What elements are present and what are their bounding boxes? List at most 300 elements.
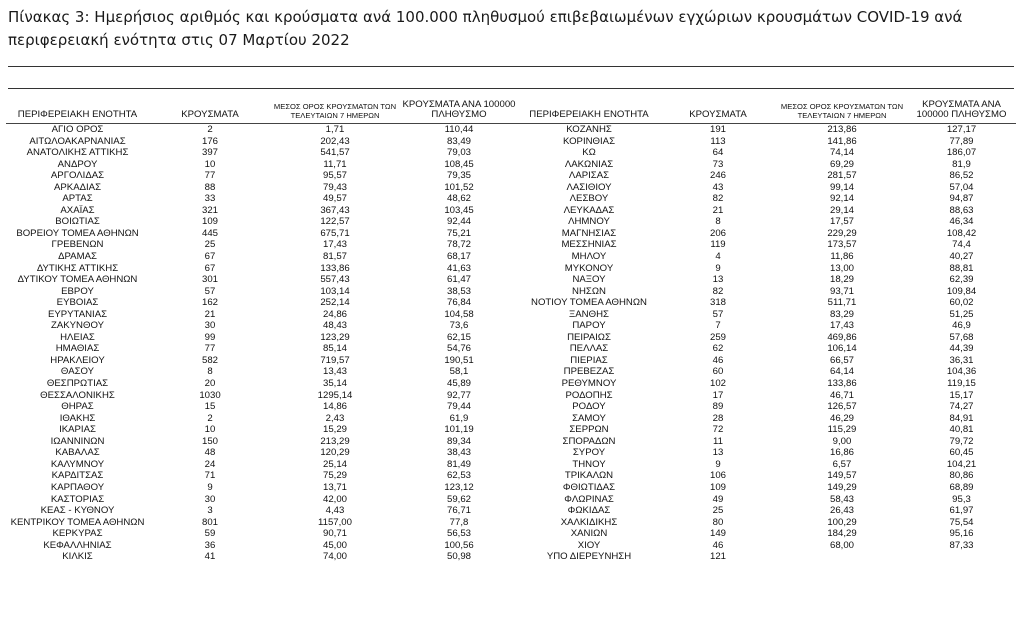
cell-avg7-left: 42,00 — [322, 493, 347, 505]
cell-cases-right: 119 — [710, 239, 726, 251]
cell-avg7-left: 120,29 — [320, 447, 350, 459]
cell-region-left: ΗΜΑΘΙΑΣ — [55, 343, 100, 355]
cell-per100k-right: 88,81 — [949, 262, 974, 274]
cell-region-right: ΜΗΛΟΥ — [571, 251, 607, 263]
cell-avg7-right: 213,86 — [827, 124, 857, 135]
cell-cases-right: 80 — [712, 516, 724, 528]
cell-region-left: ΚΑΡΔΙΤΣΑΣ — [51, 470, 104, 482]
table-row — [6, 401, 1016, 413]
cell-cases-right: 21 — [712, 204, 724, 216]
cell-region-left: ΘΗΡΑΣ — [61, 401, 94, 413]
cell-avg7-right: 18,29 — [829, 274, 854, 286]
header-per100k-left: ΚΡΟΥΣΜΑΤΑ ΑΝΑ 100000 ΠΛΗΘΥΣΜΟ — [399, 100, 519, 124]
cell-per100k-right: 61,97 — [949, 505, 974, 517]
cell-avg7-left: 1,71 — [325, 124, 345, 135]
cell-avg7-right: 46,71 — [829, 389, 854, 401]
cell-region-right: ΣΠΟΡΑΔΩΝ — [562, 435, 616, 447]
cell-avg7-right: 115,29 — [827, 424, 857, 436]
cell-avg7-right: 9,00 — [832, 435, 852, 447]
cell-avg7-left: 90,71 — [322, 528, 347, 540]
cell-cases-left: 397 — [201, 147, 218, 159]
cell-cases-right: 89 — [712, 401, 724, 413]
cell-region-right: ΦΩΚΙΔΑΣ — [567, 505, 611, 517]
cell-per100k-left: 101,19 — [444, 424, 474, 436]
cell-avg7-left: 48,43 — [322, 320, 347, 332]
cell-region-right: ΧΙΟΥ — [577, 539, 601, 551]
table-row — [6, 274, 1016, 286]
table-row — [6, 159, 1016, 171]
cell-per100k-left: 68,17 — [446, 251, 471, 263]
cell-avg7-left: 45,00 — [322, 539, 347, 551]
cell-cases-left: 10 — [204, 158, 216, 170]
cell-region-left: ΚΕΑΣ - ΚΥΘΝΟΥ — [40, 505, 115, 517]
cell-avg7-left: 14,86 — [322, 401, 347, 413]
cell-cases-left: 2 — [207, 124, 213, 135]
cell-region-left: ΙΚΑΡΙΑΣ — [59, 424, 96, 436]
table-row — [6, 228, 1016, 240]
cell-per100k-left: 54,76 — [446, 343, 471, 355]
cell-avg7-right: 99,14 — [829, 181, 854, 193]
cell-cases-right: 17 — [712, 389, 724, 401]
table-row — [6, 251, 1016, 263]
cell-avg7-right: 17,43 — [829, 320, 854, 332]
cell-cases-left: 24 — [204, 458, 216, 470]
cell-avg7-left: 49,57 — [322, 193, 347, 205]
table-row — [6, 205, 1016, 217]
cell-per100k-right: 40,81 — [949, 424, 974, 436]
cell-cases-left: 99 — [204, 331, 216, 343]
cell-region-right: ΣΑΜΟΥ — [572, 412, 606, 424]
cell-region-left: ΕΥΡΥΤΑΝΙΑΣ — [47, 308, 108, 320]
cell-avg7-right: 13,00 — [829, 262, 854, 274]
cell-avg7-left: 557,43 — [320, 274, 350, 286]
cell-per100k-right: 186,07 — [946, 147, 977, 159]
cell-cases-right: 82 — [712, 285, 724, 297]
cell-per100k-right: 60,02 — [949, 297, 974, 309]
cell-region-left: ΚΙΛΚΙΣ — [62, 551, 93, 563]
cell-avg7-right: 100,29 — [827, 516, 857, 528]
cell-avg7-right — [777, 551, 907, 563]
cell-cases-right: 7 — [715, 320, 721, 332]
cell-region-right: ΣΕΡΡΩΝ — [569, 424, 609, 436]
cell-cases-right: 4 — [715, 251, 721, 263]
cell-region-right: ΠΕΙΡΑΙΩΣ — [567, 331, 611, 343]
cell-region-right: ΜΥΚΟΝΟΥ — [564, 262, 614, 274]
cell-cases-left: 71 — [204, 470, 216, 482]
cell-cases-left: 20 — [204, 378, 216, 390]
cell-per100k-left: 89,34 — [446, 435, 471, 447]
cell-region-right: ΚΟΡΙΝΘΙΑΣ — [562, 135, 616, 147]
cell-per100k-right: 60,45 — [949, 447, 974, 459]
cell-region-left: ΚΕΦΑΛΛΗΝΙΑΣ — [43, 539, 112, 551]
table-row — [6, 193, 1016, 205]
cell-avg7-left: 35,14 — [322, 378, 347, 390]
cell-avg7-right: 92,14 — [829, 193, 854, 205]
cell-cases-right: 60 — [712, 366, 724, 378]
cell-cases-left: 162 — [201, 297, 218, 309]
cell-cases-right: 13 — [712, 447, 724, 459]
cell-avg7-left: 213,29 — [320, 435, 350, 447]
cell-avg7-left: 24,86 — [322, 308, 347, 320]
cell-region-left: ΑΓΙΟ ΟΡΟΣ — [51, 124, 104, 135]
cell-per100k-left: 76,71 — [446, 505, 471, 517]
cell-per100k-right: 119,15 — [947, 378, 976, 390]
cell-per100k-left: 73,6 — [449, 320, 469, 332]
header-region-left: ΠΕΡΙΦΕΡΕΙΑΚΗ ΕΝΟΤΗΤΑ — [6, 100, 149, 124]
cell-cases-left: 801 — [201, 516, 218, 528]
cell-region-right: ΚΟΖΑΝΗΣ — [566, 124, 612, 135]
table-row — [6, 297, 1016, 309]
cell-per100k-left: 76,84 — [446, 297, 471, 309]
table-row — [6, 170, 1016, 182]
cell-region-right: ΡΟΔΟΠΗΣ — [565, 389, 613, 401]
cell-region-right: ΛΗΜΝΟΥ — [568, 216, 610, 228]
cell-cases-right: 246 — [709, 170, 726, 182]
table-row — [6, 263, 1016, 275]
cell-per100k-left: 62,53 — [446, 470, 471, 482]
header-rule — [8, 88, 1014, 89]
cell-cases-left: 25 — [204, 239, 216, 251]
cell-cases-right: 73 — [712, 158, 724, 170]
cell-cases-right: 106 — [709, 470, 726, 482]
cell-avg7-left: 2,43 — [325, 412, 345, 424]
cell-avg7-left: 103,14 — [320, 285, 350, 297]
table-row — [6, 124, 1016, 136]
cell-avg7-left: 133,86 — [320, 262, 350, 274]
cell-region-right: ΛΑΚΩΝΙΑΣ — [564, 158, 614, 170]
table-row — [6, 332, 1016, 344]
cell-avg7-left: 367,43 — [320, 204, 350, 216]
cell-cases-left: 67 — [204, 251, 216, 263]
cell-avg7-right: 46,29 — [829, 412, 854, 424]
cell-per100k-left: 78,72 — [446, 239, 471, 251]
cell-cases-left: 2 — [207, 412, 213, 424]
cell-region-left: ΙΘΑΚΗΣ — [59, 412, 96, 424]
cell-cases-right: 46 — [712, 354, 724, 366]
cell-avg7-left: 11,71 — [323, 158, 347, 170]
cell-cases-left: 582 — [201, 354, 218, 366]
cell-cases-left: 109 — [201, 216, 218, 228]
cell-avg7-right: 74,14 — [829, 147, 854, 159]
cell-avg7-right: 58,43 — [829, 493, 854, 505]
cell-per100k-right: 36,31 — [949, 354, 974, 366]
cell-region-left: ΚΑΡΠΑΘΟΥ — [50, 481, 105, 493]
cell-cases-left: 445 — [201, 227, 218, 239]
cell-region-left: ΔΥΤΙΚΗΣ ΑΤΤΙΚΗΣ — [36, 262, 119, 274]
cell-region-right: ΣΥΡΟΥ — [572, 447, 606, 459]
cell-per100k-right: 109,84 — [946, 285, 977, 297]
cell-region-right: ΜΕΣΣΗΝΙΑΣ — [561, 239, 617, 251]
table-row — [6, 517, 1016, 529]
cell-avg7-left: 122,57 — [320, 216, 350, 228]
top-rule — [8, 66, 1014, 67]
cell-region-right: ΛΑΡΙΣΑΣ — [568, 170, 610, 182]
cell-avg7-right: 141,86 — [827, 135, 857, 147]
cell-cases-right: 57 — [712, 308, 724, 320]
cell-avg7-left: 17,43 — [322, 239, 347, 251]
table-row — [6, 540, 1016, 552]
cell-cases-left: 150 — [201, 435, 218, 447]
table-row — [6, 459, 1016, 471]
cell-per100k-right: 87,33 — [949, 539, 974, 551]
cell-per100k-left: 123,12 — [444, 481, 474, 493]
cell-region-right: ΧΑΝΙΩΝ — [570, 528, 608, 540]
table-row — [6, 286, 1016, 298]
cell-region-right: ΛΕΥΚΑΔΑΣ — [563, 204, 615, 216]
table-row — [6, 343, 1016, 355]
cell-cases-left: 36 — [204, 539, 216, 551]
cell-region-right: ΝΑΞΟΥ — [572, 274, 606, 286]
cell-per100k-right: 80,86 — [949, 470, 974, 482]
cell-cases-right: 62 — [712, 343, 724, 355]
cell-per100k-right: 46,34 — [949, 216, 974, 228]
table-row — [6, 482, 1016, 494]
cell-avg7-right: 281,57 — [827, 170, 857, 182]
cell-per100k-right: 62,39 — [949, 274, 974, 286]
cell-region-right: ΦΘΙΩΤΙΔΑΣ — [562, 481, 616, 493]
cell-cases-right: 206 — [709, 227, 726, 239]
cell-cases-right: 25 — [712, 505, 724, 517]
cell-cases-left: 57 — [204, 285, 216, 297]
cell-cases-right: 11 — [713, 435, 723, 447]
cell-per100k-right: 127,17 — [946, 124, 977, 135]
table-row — [6, 136, 1016, 148]
cell-region-left: ΘΑΣΟΥ — [60, 366, 95, 378]
cell-avg7-left: 13,71 — [322, 481, 347, 493]
cell-region-left: ΘΕΣΣΑΛΟΝΙΚΗΣ — [40, 389, 115, 401]
cell-region-left: ΖΑΚΥΝΘΟΥ — [51, 320, 104, 332]
cell-cases-left: 176 — [201, 135, 218, 147]
cell-region-right: ΡΟΔΟΥ — [572, 401, 606, 413]
table-caption: Πίνακας 3: Ημερήσιος αριθμός και κρούσματα ανά 100.000 πληθυσμού επιβεβαιωμένων εγχώριων κρουσμάτων COVID-19 ανά περιφερειακή ενότητα στις 07 Μαρτίου 2022 — [8, 8, 963, 49]
cell-per100k-right: 40,27 — [949, 251, 974, 263]
cell-per100k-right: 94,87 — [949, 193, 974, 205]
table-row — [6, 147, 1016, 159]
cell-per100k-right: 88,63 — [949, 204, 974, 216]
cell-avg7-right: 66,57 — [829, 354, 854, 366]
cell-avg7-left: 252,14 — [320, 297, 350, 309]
cell-per100k-left: 190,51 — [444, 354, 474, 366]
cell-avg7-right: 184,29 — [827, 528, 857, 540]
cell-per100k-right: 57,04 — [949, 181, 974, 193]
table-row — [6, 447, 1016, 459]
cell-avg7-right: 6,57 — [832, 458, 852, 470]
cell-region-left: ΑΝΔΡΟΥ — [57, 158, 98, 170]
cell-region-left: ΘΕΣΠΡΩΤΙΑΣ — [46, 378, 109, 390]
cell-per100k-left: 79,03 — [446, 147, 471, 159]
cell-per100k-right: 108,42 — [946, 227, 977, 239]
table-row — [6, 239, 1016, 251]
table-row — [6, 505, 1016, 517]
cell-cases-left: 9 — [207, 481, 213, 493]
cell-cases-right: 64 — [712, 147, 724, 159]
table-row — [6, 320, 1016, 332]
cell-cases-right: 259 — [709, 331, 726, 343]
cell-cases-right: 121 — [709, 551, 726, 563]
cell-region-left: ΕΥΒΟΙΑΣ — [56, 297, 99, 309]
cell-per100k-right: 95,3 — [952, 493, 971, 505]
cell-cases-left: 48 — [204, 447, 216, 459]
cell-per100k-left: 75,21 — [446, 227, 471, 239]
cell-region-left: ΕΒΡΟΥ — [61, 285, 94, 297]
cell-cases-right: 46 — [712, 539, 724, 551]
cell-avg7-right: 149,29 — [827, 481, 857, 493]
table-row — [6, 366, 1016, 378]
cell-region-left: ΙΩΑΝΝΙΝΩΝ — [50, 435, 105, 447]
cell-per100k-right: 95,16 — [949, 528, 974, 540]
cell-cases-right: 43 — [712, 181, 724, 193]
cell-cases-left: 15 — [204, 401, 216, 413]
cell-cases-right: 191 — [709, 124, 726, 135]
cell-avg7-left: 15,29 — [322, 424, 347, 436]
cell-avg7-right: 106,14 — [827, 343, 857, 355]
cell-avg7-left: 13,43 — [322, 366, 347, 378]
table-body — [6, 124, 1016, 563]
cell-region-right: ΡΕΘΥΜΝΟΥ — [561, 378, 617, 390]
cell-avg7-right: 93,71 — [829, 285, 854, 297]
cell-per100k-left: 48,62 — [446, 193, 471, 205]
cell-avg7-right: 69,29 — [829, 158, 854, 170]
cell-region-right: ΤΡΙΚΑΛΩΝ — [564, 470, 614, 482]
cell-region-left: ΒΟΙΩΤΙΑΣ — [55, 216, 100, 228]
cell-cases-left: 301 — [201, 274, 218, 286]
cell-avg7-right: 16,86 — [829, 447, 854, 459]
cell-per100k-right: 44,39 — [949, 343, 974, 355]
cell-cases-right: 9 — [715, 262, 721, 274]
cell-region-left: ΚΕΡΚΥΡΑΣ — [52, 528, 103, 540]
cell-per100k-right: 79,72 — [949, 435, 974, 447]
cell-per100k-left: 104,58 — [444, 308, 474, 320]
cell-cases-left: 41 — [204, 551, 216, 563]
cell-per100k-left: 58,1 — [449, 366, 469, 378]
cell-per100k-right: 46,9 — [952, 320, 971, 332]
cell-per100k-right: 51,25 — [949, 308, 974, 320]
cell-region-left: ΑΝΑΤΟΛΙΚΗΣ ΑΤΤΙΚΗΣ — [26, 147, 129, 159]
cell-cases-left: 77 — [204, 343, 216, 355]
table-row — [6, 216, 1016, 228]
cell-avg7-right: 511,71 — [827, 297, 857, 309]
cell-per100k-left: 103,45 — [444, 204, 474, 216]
cell-cases-left: 33 — [204, 193, 216, 205]
table-row — [6, 390, 1016, 402]
cell-cases-right: 82 — [712, 193, 724, 205]
covid-cases-table — [6, 100, 1016, 563]
cell-avg7-right: 229,29 — [827, 227, 857, 239]
cell-per100k-right: 104,21 — [946, 458, 977, 470]
cell-region-right: ΠΑΡΟΥ — [572, 320, 606, 332]
cell-cases-left: 67 — [204, 262, 216, 274]
cell-cases-right: 49 — [712, 493, 724, 505]
cell-avg7-right: 11,86 — [830, 251, 854, 263]
cell-per100k-left: 50,98 — [446, 551, 471, 563]
table-row — [6, 424, 1016, 436]
cell-per100k-left: 61,47 — [446, 274, 471, 286]
cell-cases-left: 321 — [201, 204, 218, 216]
cell-region-right: ΠΕΛΛΑΣ — [569, 343, 609, 355]
cell-region-right: ΠΡΕΒΕΖΑΣ — [563, 366, 615, 378]
cell-per100k-left: 56,53 — [446, 528, 471, 540]
cell-avg7-right: 64,14 — [829, 366, 854, 378]
cell-region-left: ΗΡΑΚΛΕΙΟΥ — [50, 354, 105, 366]
cell-region-left: ΒΟΡΕΙΟΥ ΤΟΜΕΑ ΑΘΗΝΩΝ — [16, 227, 139, 239]
cell-region-left: ΑΡΤΑΣ — [62, 193, 93, 205]
cell-cases-left: 30 — [204, 320, 216, 332]
table-row — [6, 413, 1016, 425]
cell-avg7-left: 85,14 — [322, 343, 347, 355]
cell-cases-right: 13 — [712, 274, 724, 286]
cell-region-right: ΛΑΣΙΘΙΟΥ — [566, 181, 612, 193]
table-row — [6, 551, 1016, 563]
cell-cases-right: 72 — [712, 424, 724, 436]
cell-region-left: ΚΕΝΤΡΙΚΟΥ ΤΟΜΕΑ ΑΘΗΝΩΝ — [10, 516, 145, 528]
cell-avg7-right: 133,86 — [827, 378, 857, 390]
cell-avg7-left: 123,29 — [320, 331, 350, 343]
cell-region-right: ΝΗΣΩΝ — [572, 285, 606, 297]
table-row — [6, 528, 1016, 540]
cell-avg7-right: 17,57 — [829, 216, 854, 228]
cell-per100k-right: 84,91 — [949, 412, 974, 424]
cell-per100k-right — [907, 551, 1016, 563]
cell-per100k-left: 38,43 — [446, 447, 471, 459]
cell-avg7-left: 1295,14 — [317, 389, 353, 401]
cell-avg7-left: 675,71 — [320, 227, 350, 239]
cell-per100k-left: 38,53 — [446, 285, 471, 297]
cell-per100k-left: 41,63 — [446, 262, 471, 274]
cell-cases-left: 8 — [207, 366, 213, 378]
cell-per100k-left: 92,77 — [446, 389, 471, 401]
cell-per100k-left: 45,89 — [446, 378, 471, 390]
cell-avg7-left: 4,43 — [325, 505, 345, 517]
cell-cases-left: 77 — [204, 170, 216, 182]
cell-region-right: ΠΙΕΡΙΑΣ — [570, 354, 608, 366]
cell-cases-right: 149 — [709, 528, 726, 540]
table-row — [6, 494, 1016, 506]
cell-region-right: ΧΑΛΚΙΔΙΚΗΣ — [560, 516, 618, 528]
cell-per100k-right: 86,52 — [949, 170, 974, 182]
cell-cases-right: 318 — [709, 297, 726, 309]
cell-per100k-left: 108,45 — [444, 158, 474, 170]
cell-per100k-right: 68,89 — [949, 481, 974, 493]
table-row — [6, 182, 1016, 194]
cell-avg7-left: 541,57 — [320, 147, 350, 159]
table-row — [6, 378, 1016, 390]
cell-avg7-right: 68,00 — [829, 539, 854, 551]
cell-per100k-left: 92,44 — [446, 216, 471, 228]
cell-per100k-left: 81,49 — [446, 458, 471, 470]
cell-cases-right: 113 — [710, 135, 726, 147]
cell-region-left: ΑΧΑΪΑΣ — [60, 204, 95, 216]
cell-cases-right: 102 — [709, 378, 726, 390]
table-row — [6, 436, 1016, 448]
cell-region-left: ΑΡΚΑΔΙΑΣ — [54, 181, 101, 193]
cell-region-right: ΞΑΝΘΗΣ — [569, 308, 609, 320]
cell-avg7-right: 29,14 — [829, 204, 854, 216]
cell-per100k-left: 79,44 — [446, 401, 471, 413]
cell-avg7-left: 25,14 — [322, 458, 347, 470]
cell-per100k-right: 75,54 — [949, 516, 974, 528]
cell-per100k-right: 74,4 — [952, 239, 971, 251]
cell-avg7-right: 83,29 — [829, 308, 854, 320]
header-avg7-left: ΜΕΣΟΣ ΟΡΟΣ ΚΡΟΥΣΜΑΤΩΝ ΤΩΝ ΤΕΛΕΥΤΑΙΩΝ 7 ΗΜΕΡΩΝ — [271, 100, 399, 124]
cell-per100k-right: 57,68 — [949, 331, 974, 343]
cell-cases-left: 59 — [204, 528, 216, 540]
cell-cases-left: 21 — [204, 308, 216, 320]
cell-per100k-left: 110,44 — [444, 124, 474, 135]
cell-per100k-left: 59,62 — [446, 493, 471, 505]
cell-region-right: ΜΑΓΝΗΣΙΑΣ — [561, 227, 617, 239]
header-cases-right: ΚΡΟΥΣΜΑΤΑ — [659, 100, 777, 124]
cell-region-left: ΚΑΒΑΛΑΣ — [55, 447, 100, 459]
